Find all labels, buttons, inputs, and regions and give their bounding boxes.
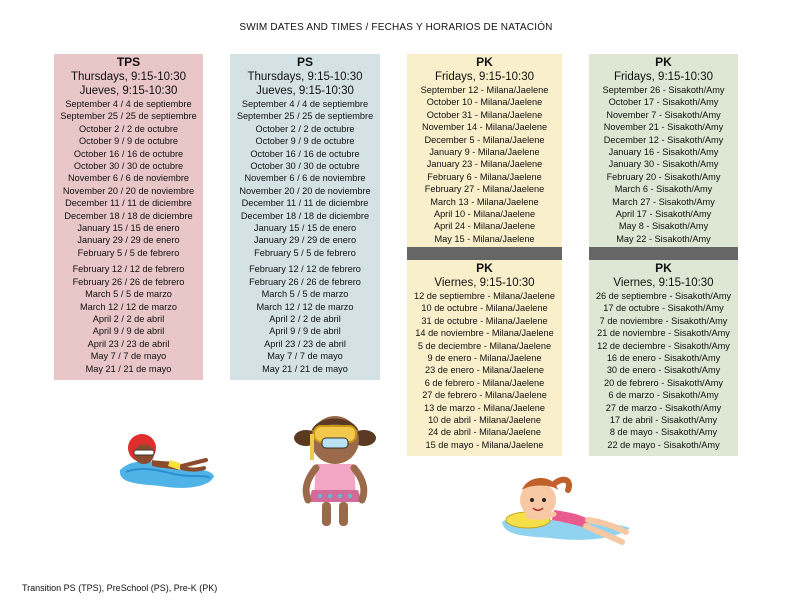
date-item: April 17 - Sisakoth/Amy	[615, 209, 712, 220]
date-item: February 12 / 12 de febrero	[72, 264, 185, 275]
date-item: November 20 / 20 de noviembre	[239, 185, 371, 196]
date-item: January 29 / 29 de enero	[77, 235, 180, 246]
date-item: 27 de febrero - Milana/Jaelene	[422, 390, 547, 401]
date-item: April 9 / 9 de abril	[269, 326, 341, 337]
date-item: March 12 / 12 de marzo	[79, 301, 178, 312]
date-list	[589, 84, 738, 245]
date-item: 23 de enero - Milana/Jaelene	[424, 365, 544, 376]
date-item: February 6 - Milana/Jaelene	[427, 171, 542, 182]
column-header: PS	[296, 55, 313, 69]
pk-sisakoth-spanish-column	[589, 260, 738, 456]
date-item: September 25 / 25 de septiembre	[236, 111, 374, 122]
time-spanish: Viernes, 9:15-10:30	[613, 277, 714, 289]
date-item: February 5 / 5 de febrero	[254, 247, 356, 258]
date-item: 14 de noviembre - Milana/Jaelene	[415, 328, 554, 339]
date-item: September 25 / 25 de septiembre	[60, 111, 197, 122]
date-item: September 4 / 4 de septiembre	[65, 99, 192, 109]
date-item: May 22 - Sisakoth/Amy	[616, 233, 711, 244]
date-item: December 12 - Sisakoth/Amy	[603, 134, 724, 145]
column-header: PK	[476, 261, 493, 275]
date-list	[589, 290, 738, 451]
date-item: January 16 - Sisakoth/Amy	[608, 147, 719, 158]
date-item: April 2 / 2 de abril	[269, 313, 341, 324]
date-item: December 18 / 18 de diciembre	[240, 210, 370, 221]
ps-schedule-column	[230, 54, 380, 380]
date-item: February 26 / 26 de febrero	[72, 276, 185, 287]
date-list	[407, 290, 562, 451]
date-item: May 7 / 7 de mayo	[90, 351, 167, 362]
date-item: February 27 - Milana/Jaelene	[424, 184, 545, 195]
time-spanish: Viernes, 9:15-10:30	[434, 277, 535, 289]
date-item: March 5 / 5 de marzo	[261, 289, 349, 300]
date-item: October 16 / 16 de octubre	[250, 148, 360, 159]
date-item: May 21 / 21 de mayo	[85, 363, 172, 374]
date-item: October 10 - Milana/Jaelene	[426, 97, 543, 108]
date-item: February 12 / 12 de febrero	[249, 264, 361, 275]
date-item: February 5 / 5 de febrero	[77, 247, 180, 258]
date-item: April 9 / 9 de abril	[92, 326, 165, 337]
date-item: 21 de noviembre - Sisakoth/Amy	[597, 328, 730, 339]
date-item: 17 de octubre - Sisakoth/Amy	[603, 303, 724, 314]
date-item: November 7 - Sisakoth/Amy	[606, 109, 721, 120]
time-english: Thursdays, 9:15-10:30	[70, 71, 187, 83]
date-item: October 17 - Sisakoth/Amy	[608, 97, 719, 108]
date-item: October 2 / 2 de octubre	[78, 123, 179, 134]
date-item: October 16 / 16 de octubre	[73, 148, 184, 159]
footnote: Transition PS (TPS), PreSchool (PS), Pre-K (PK)	[22, 583, 218, 593]
column-header: PK	[476, 55, 493, 69]
date-item: April 10 - Milana/Jaelene	[433, 209, 536, 220]
swimming-boy-icon	[112, 426, 218, 496]
date-item: January 9 - Milana/Jaelene	[429, 147, 540, 158]
date-item: November 14 - Milana/Jaelene	[421, 122, 548, 133]
date-item: March 5 / 5 de marzo	[85, 289, 172, 300]
time-english: Fridays, 9:15-10:30	[613, 71, 714, 83]
date-list	[230, 98, 380, 375]
date-item: January 15 / 15 de enero	[253, 223, 357, 234]
date-item: December 5 - Milana/Jaelene	[424, 134, 545, 145]
date-item: November 20 / 20 de noviembre	[62, 185, 195, 196]
date-item: January 30 - Sisakoth/Amy	[608, 159, 719, 170]
date-item: 30 de enero - Sisakoth/Amy	[606, 365, 721, 376]
date-item: November 6 / 6 de noviembre	[244, 173, 366, 184]
date-item: 7 de noviembre - Sisakoth/Amy	[599, 315, 728, 326]
date-item: September 12 - Milana/Jaelene	[420, 85, 549, 95]
time-spanish: Jueves, 9:15-10:30	[256, 85, 354, 97]
date-item: January 15 / 15 de enero	[77, 223, 180, 234]
date-item: 16 de enero - Sisakoth/Amy	[606, 353, 721, 364]
date-item: 12 de septiembre - Milana/Jaelene	[414, 291, 555, 301]
date-item: 15 de mayo - Milana/Jaelene	[425, 439, 544, 450]
date-item: October 9 / 9 de octubre	[78, 136, 179, 147]
date-list	[407, 84, 562, 245]
pk-milana-spanish-column	[407, 260, 562, 456]
column-header: PK	[655, 55, 672, 69]
date-item: March 27 - Sisakoth/Amy	[612, 196, 715, 207]
tps-schedule-column	[54, 54, 203, 380]
date-item: November 21 - Sisakoth/Amy	[603, 122, 724, 133]
date-item: April 23 / 23 de abril	[264, 338, 346, 349]
date-item: 6 de marzo - Sisakoth/Amy	[608, 390, 719, 401]
date-item: February 20 - Sisakoth/Amy	[606, 171, 721, 182]
date-item: 12 de deciembre - Sisakoth/Amy	[597, 340, 730, 351]
date-item: 5 de deciembre - Milana/Jaelene	[417, 340, 552, 351]
date-item: May 8 - Sisakoth/Amy	[618, 221, 709, 232]
date-item: October 30 / 30 de octubre	[73, 161, 184, 172]
pk-sisakoth-english-column	[589, 54, 738, 247]
date-item: 17 de abril - Sisakoth/Amy	[609, 415, 718, 426]
date-item: March 6 - Sisakoth/Amy	[614, 184, 713, 195]
date-item: 27 de marzo - Sisakoth/Amy	[605, 402, 722, 413]
date-list	[54, 98, 203, 375]
date-item: 20 de febrero - Sisakoth/Amy	[604, 377, 723, 388]
date-item: 9 de enero - Milana/Jaelene	[427, 353, 542, 364]
date-item: April 24 - Milana/Jaelene	[433, 221, 536, 232]
date-item: October 2 / 2 de octubre	[255, 123, 355, 134]
section-divider	[589, 247, 738, 260]
page-title: SWIM DATES AND TIMES / FECHAS Y HORARIOS DE NATACIÓN	[239, 22, 553, 33]
date-item: March 12 / 12 de marzo	[256, 301, 354, 312]
column-header: PK	[655, 261, 672, 275]
date-item: April 2 / 2 de abril	[92, 313, 165, 324]
date-item: 13 de marzo - Milana/Jaelene	[423, 402, 546, 413]
date-item: October 30 / 30 de octubre	[250, 161, 360, 172]
date-item: December 11 / 11 de diciembre	[65, 198, 192, 209]
date-item: December 18 / 18 de diciembre	[64, 210, 193, 221]
date-item: January 23 - Milana/Jaelene	[426, 159, 543, 170]
date-item: 10 de octubre - Milana/Jaelene	[421, 303, 548, 314]
date-item: February 26 / 26 de febrero	[249, 276, 361, 287]
date-item: October 9 / 9 de octubre	[255, 136, 355, 147]
date-item: May 15 - Milana/Jaelene	[434, 233, 535, 244]
date-item: November 6 / 6 de noviembre	[67, 173, 190, 184]
date-item: May 21 / 21 de mayo	[262, 363, 348, 374]
date-item: May 7 / 7 de mayo	[267, 351, 343, 362]
date-item: 31 de octubre - Milana/Jaelene	[421, 315, 548, 326]
section-divider	[407, 247, 562, 260]
girl-with-kickboard-icon	[498, 466, 638, 552]
pk-milana-english-column	[407, 54, 562, 247]
date-item: 6 de febrero - Milana/Jaelene	[424, 377, 545, 388]
girl-with-goggles-icon	[286, 410, 384, 530]
date-item: March 13 - Milana/Jaelene	[430, 196, 539, 207]
date-item: October 31 - Milana/Jaelene	[426, 109, 543, 120]
date-item: September 26 - Sisakoth/Amy	[602, 85, 725, 95]
date-item: January 29 / 29 de enero	[253, 235, 357, 246]
date-item: 10 de abril - Milana/Jaelene	[428, 415, 541, 426]
date-item: December 11 / 11 de diciembre	[241, 198, 369, 209]
time-english: Thursdays, 9:15-10:30	[247, 71, 363, 83]
date-item: September 4 / 4 de septiembre	[241, 99, 369, 109]
date-item: 22 de mayo - Sisakoth/Amy	[607, 439, 720, 450]
time-spanish: Jueves, 9:15-10:30	[79, 85, 178, 97]
date-item: 26 de septiembre - Sisakoth/Amy	[595, 291, 732, 301]
time-english: Fridays, 9:15-10:30	[434, 71, 535, 83]
column-header: TPS	[116, 55, 141, 69]
date-item: 24 de abril - Milana/Jaelene	[428, 427, 541, 438]
date-item: 8 de mayo - Sisakoth/Amy	[609, 427, 718, 438]
date-item: April 23 / 23 de abril	[87, 338, 170, 349]
